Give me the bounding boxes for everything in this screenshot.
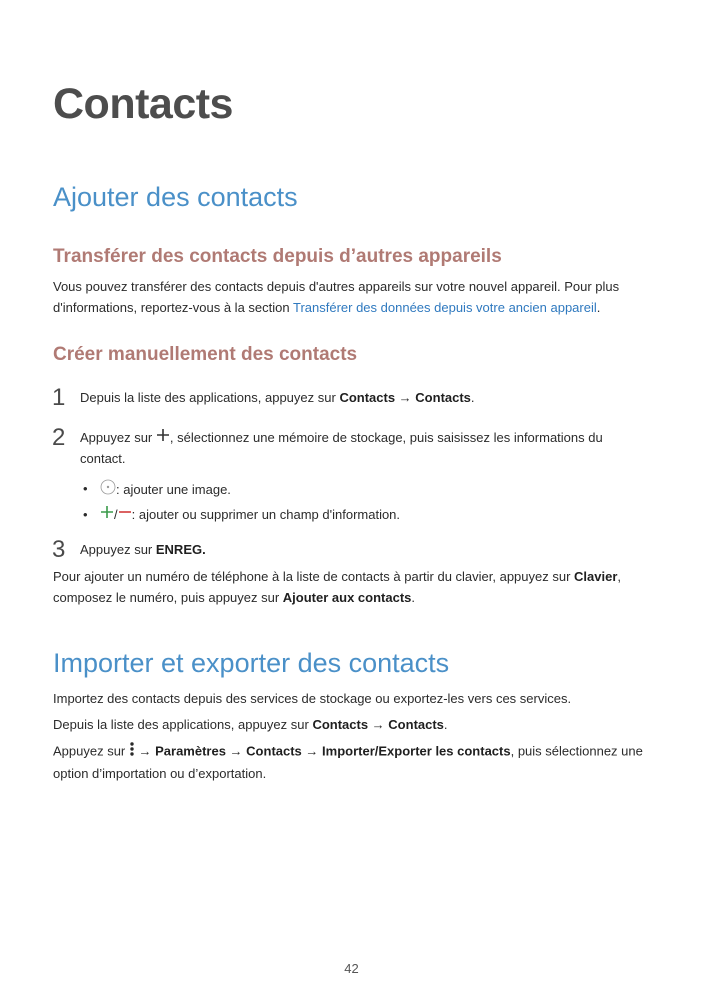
step-1-post: .: [470, 390, 475, 405]
note-pre: Pour ajouter un numéro de téléphone à la liste de contacts à partir du clavier, appuyez sur: [53, 569, 575, 584]
remove-field-minus-icon: [118, 505, 132, 525]
bullet-1: [100, 479, 231, 501]
step-2-text: [80, 428, 640, 469]
note-add-to-contacts: Ajouter aux contacts: [282, 589, 412, 605]
import-paragraph-2: [53, 715, 653, 736]
p2-pre: Depuis la liste des applications, appuyez sur: [53, 717, 313, 732]
contact-image-icon: [100, 479, 116, 501]
step-1-contacts-1: Contacts: [339, 390, 396, 405]
p3-import-export: Importer/Exporter les contacts: [322, 743, 511, 759]
step-1-text: [80, 388, 640, 409]
section-heading-add-contacts: Ajouter des contacts: [53, 182, 298, 212]
bullet-2: [100, 505, 400, 525]
page-title: Contacts: [53, 80, 233, 128]
note-mid: , composez le numéro, puis appuyez sur: [53, 569, 622, 605]
step-2-pre: Appuyez sur: [80, 430, 156, 445]
p3-contacts: Contacts: [246, 743, 302, 759]
bullet-2-text: : ajouter ou supprimer un champ d'information.: [131, 507, 401, 522]
p2-contacts-2: Contacts: [388, 717, 444, 732]
import-paragraph-1: Importez des contacts depuis des services de stockage ou exportez-les vers ces services.: [53, 691, 572, 706]
plus-icon: [156, 428, 170, 449]
transfer-paragraph: [53, 277, 653, 318]
note-keypad: Clavier: [574, 569, 618, 584]
p3-settings: Paramètres: [155, 743, 226, 759]
subheading-transfer-contacts: Transférer des contacts depuis d’autres appareils: [53, 246, 502, 267]
transfer-data-link[interactable]: Transférer des données depuis votre ancien appareil: [292, 299, 597, 315]
page-number: 42: [344, 961, 359, 976]
p3-pre: Appuyez sur: [53, 743, 129, 759]
p3-arrow-1: →: [134, 743, 156, 759]
step-3-number: 3: [52, 536, 66, 563]
bullet-1-dot: •: [83, 481, 88, 496]
p2-arrow: →: [368, 717, 389, 732]
keypad-note-paragraph: [53, 567, 653, 608]
step-2-post: , sélectionnez une mémoire de stockage, puis saisissez les informations du contact.: [80, 430, 603, 466]
section-heading-import-export: Importer et exporter des contacts: [53, 648, 450, 678]
add-field-plus-icon: [100, 505, 114, 525]
step-1-number: 1: [52, 384, 66, 411]
note-post: .: [411, 589, 416, 605]
import-paragraph-3: [53, 741, 653, 784]
p2-post: .: [443, 717, 448, 732]
step-1-contacts-2: Contacts: [415, 390, 471, 405]
step-1-pre: Depuis la liste des applications, appuyez sur: [80, 390, 340, 405]
p3-arrow-3: →: [301, 743, 323, 759]
step-1-arrow: →: [395, 390, 416, 405]
step-2-number: 2: [52, 424, 66, 451]
p2-contacts-1: Contacts: [312, 717, 369, 732]
p3-arrow-2: →: [225, 743, 247, 759]
bullet-1-text: : ajouter une image.: [116, 482, 231, 497]
p3-post: , puis sélectionnez une option d’importation ou d’exportation.: [53, 743, 643, 781]
subheading-create-contacts: Créer manuellement des contacts: [53, 344, 358, 365]
step-3-save: ENREG.: [155, 542, 206, 557]
step-3-pre: Appuyez sur: [80, 542, 156, 557]
transfer-text-end: .: [596, 299, 601, 315]
bullet-2-dot: •: [83, 507, 88, 522]
bullet-2-sep: /: [114, 507, 118, 522]
transfer-text: Vous pouvez transférer des contacts depuis d'autres appareils sur votre nouvel appareil. Pour plus d'informations, reportez-vous à la section: [53, 279, 620, 315]
step-3-text: [80, 540, 640, 561]
